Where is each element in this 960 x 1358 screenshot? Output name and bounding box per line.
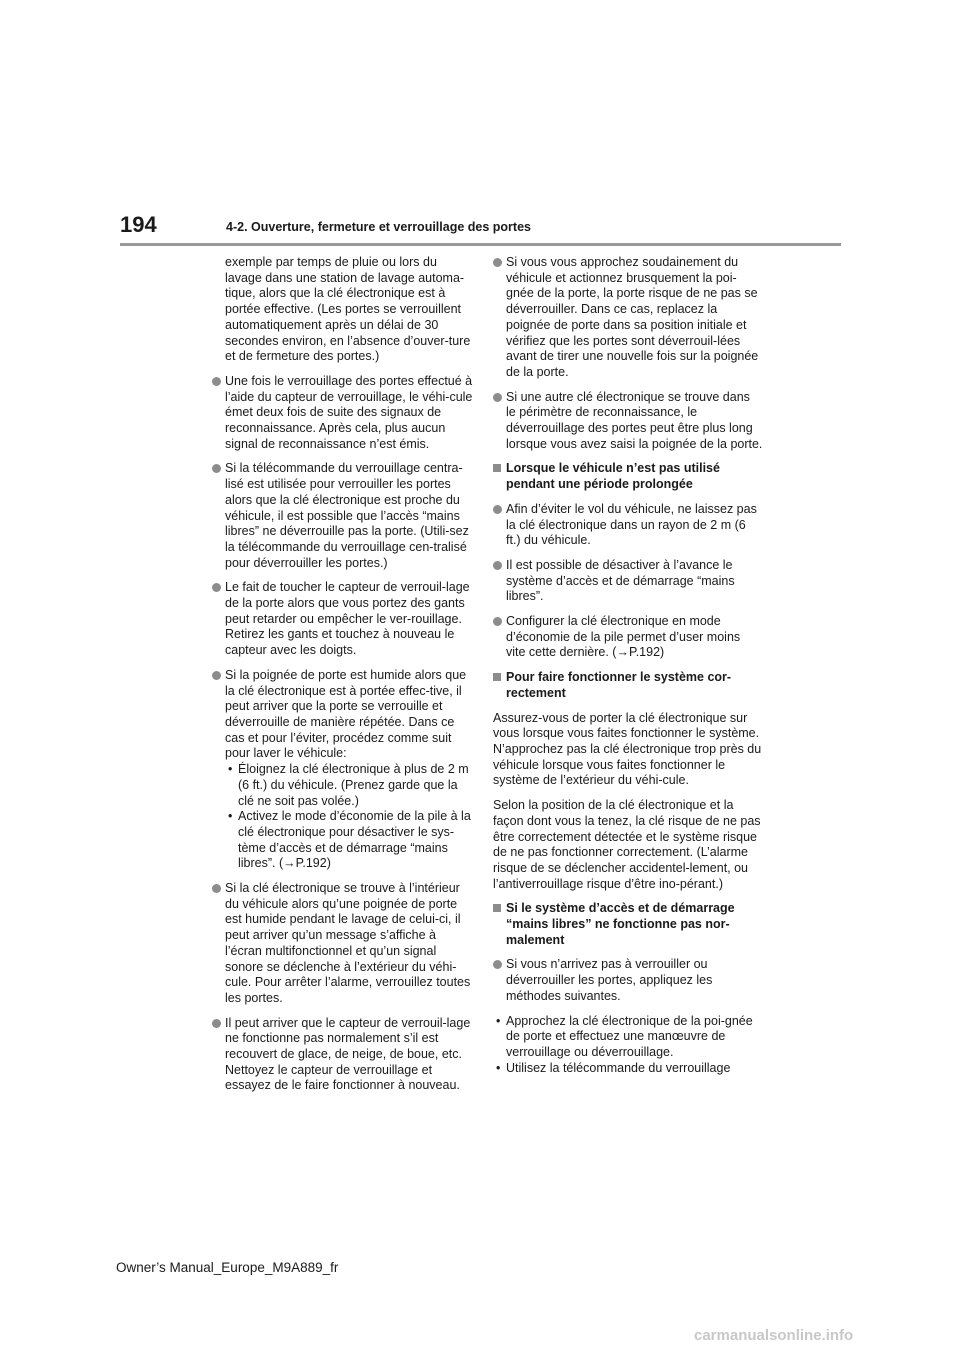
list-item-text: Configurer la clé électronique en mode d’économie de la pile permet d’user moins vite cette dernière. (→P.192) [506, 614, 741, 660]
list-item-text: Si la clé électronique se trouve à l’intérieur du véhicule alors qu’une poignée de porte est humide pendant le lavage de celui-ci, il peut arriver qu’un message s’affiche à l’écran multifonctionnel et qu’un signal sonore se déclenche à l’extérieur du véhi-cule. Pour arrêter l’alarme, verrouillez toutes les portes. [225, 881, 471, 1005]
list-item-text: Si une autre clé électronique se trouve dans le périmètre de reconnaissance, le déverrouillage des portes peut être plus long lorsque vous avez saisi la poignée de la porte. [506, 389, 763, 451]
sub-list-item-text: Approchez la clé électronique de la poi-gnée de porte et effectuez une manœuvre de verrouillage ou déverrouillage. [506, 1013, 753, 1059]
page-footer: Owner’s Manual_Europe_M9A889_fr [116, 1260, 339, 1275]
list-item [212, 881, 474, 1007]
sub-list-item-text: Utilisez la télécommande du verrouillage [506, 1060, 731, 1075]
circle-bullet-icon [212, 464, 221, 473]
circle-bullet-icon [212, 884, 221, 893]
section-heading [493, 461, 763, 492]
circle-bullet-icon [212, 1019, 221, 1028]
continued-text: exemple par temps de pluie ou lors du lavage dans une station de lavage automa-tique, alors que la clé électronique est à portée effective. (Les portes se verrouillent automatiquement après un délai de 30 secondes environ, en l’absence d’ouver-ture et de fermeture des portes.) [225, 255, 471, 364]
circle-bullet-icon [212, 377, 221, 386]
list-item-text: Le fait de toucher le capteur de verrouil-lage de la porte alors que vous portez des gants peut retarder ou empêcher le ver-rouillage. Retirez les gants et touchez à nouveau le capteur avec les doigts. [225, 580, 470, 658]
list-item [493, 614, 763, 661]
continued-paragraph [212, 255, 474, 365]
list-item [212, 461, 474, 571]
list-item-text: Il est possible de désactiver à l’avance le système d’accès et de démarrage “mains libres”. [506, 557, 735, 604]
section-header: 4-2. Ouverture, fermeture et verrouillage des portes [226, 220, 531, 234]
dot-bullet-icon: • [496, 1060, 501, 1075]
list-item-text: Si vous vous approchez soudainement du véhicule et actionnez brusquement la poi-gnée de la porte, la porte risque de ne pas se déverrouiller. Dans ce cas, replacez la poignée de porte dans sa position initiale et vérifiez que les portes sont déverrouil-lées avant de tirer une nouvelle fois sur la poignée de la porte. [506, 255, 759, 379]
page-number: 194 [120, 212, 157, 237]
section-heading [493, 670, 763, 701]
list-item-text: Si la poignée de porte est humide alors que la clé électronique est à portée effec-tive, il peut arriver que la porte se verrouille et déverrouille de manière répétée. Dans ce cas et pour l’éviter, procédez comme suit pour laver le véhicule: [225, 667, 467, 761]
list-item [493, 558, 763, 605]
sub-list-item-text: Éloignez la clé électronique à plus de 2 m (6 ft.) du véhicule. (Prenez garde que la clé ne soit pas volée.) [238, 762, 469, 808]
square-bullet-icon [493, 464, 501, 472]
list-item [212, 580, 474, 659]
section-heading-text: Lorsque le véhicule n’est pas utilisé pendant une période prolongée [506, 461, 720, 492]
square-bullet-icon [493, 673, 501, 681]
list-item [212, 1016, 474, 1095]
list-item-text: Il peut arriver que le capteur de verrouil-lage ne fonctionne pas normalement s’il est recouvert de glace, de neige, de boue, etc. Nettoyez le capteur de verrouillage et essayez de le faire fonctionner à nouveau. [225, 1015, 471, 1093]
list-item [493, 255, 763, 381]
circle-bullet-icon [493, 561, 502, 570]
dot-bullet-icon: • [496, 1013, 501, 1028]
circle-bullet-icon [212, 671, 221, 680]
list-item-text: Si vous n’arrivez pas à verrouiller ou déverrouiller les portes, appliquez les méthodes suivantes. [506, 957, 713, 1003]
list-item [212, 374, 474, 453]
sub-list-item-text: Activez le mode d’économie de la pile à la clé électronique pour désactiver le sys-tème d’accès et de démarrage “mains libres”. (→P.192) [238, 809, 471, 871]
list-item [493, 390, 763, 453]
circle-bullet-icon [493, 505, 502, 514]
list-item-text: Si la télécommande du verrouillage centra-lisé est utilisée pour verrouiller les portes alors que la clé électronique est proche du véhicule, il est possible que l’accès “mains libres” ne déverrouille pas la porte. (Utili-sez la télécommande du verrouillage cen-tralisé pour déverrouiller les portes.) [225, 461, 469, 570]
list-item-text: Une fois le verrouillage des portes effectué à l’aide du capteur de verrouillage, le véhi-cule émet deux fois de suite des signaux de reconnaissance. Après cela, plus aucun signal de reconnaissance n’est émis. [225, 373, 473, 451]
sub-list-item [225, 762, 474, 809]
sub-list-item [493, 1014, 763, 1061]
dot-bullet-icon: • [228, 762, 233, 777]
watermark: carmanualsonline.info [694, 1327, 854, 1344]
circle-bullet-icon [493, 960, 502, 969]
section-heading [493, 901, 763, 948]
section-heading-text: Si le système d’accès et de démarrage “mains libres” ne fonctionne pas nor-malement [506, 901, 735, 947]
paragraph: Assurez-vous de porter la clé électronique sur vous lorsque vous faites fonctionner le système. N’approchez pas la clé électronique trop près du véhicule lorsque vous faites fonctionner le système de l’extérieur du véhi-cule. [493, 710, 762, 788]
right-column [493, 255, 763, 1076]
sub-list-item [225, 809, 474, 872]
list-item [493, 502, 763, 549]
circle-bullet-icon [493, 258, 502, 267]
list-item [212, 668, 474, 872]
circle-bullet-icon [493, 617, 502, 626]
square-bullet-icon [493, 904, 501, 912]
list-item-text: Afin d’éviter le vol du véhicule, ne laissez pas la clé électronique dans un rayon de 2 m (6 ft.) du véhicule. [506, 501, 757, 548]
circle-bullet-icon [212, 583, 221, 592]
paragraph: Selon la position de la clé électronique et la façon dont vous la tenez, la clé risque de ne pas être correctement détectée et le système risque de ne pas fonctionner correctement. (L’alarme risque de se déclencher accidentel-lement, ou l’antiverrouillage risque d’être ino-pérant.) [493, 798, 761, 891]
left-column [212, 255, 474, 1103]
header-divider [120, 243, 841, 246]
circle-bullet-icon [493, 393, 502, 402]
dot-bullet-icon: • [228, 809, 233, 824]
sub-list-item [493, 1061, 763, 1077]
section-heading-text: Pour faire fonctionner le système cor-rectement [506, 670, 732, 700]
list-item [493, 957, 763, 1004]
